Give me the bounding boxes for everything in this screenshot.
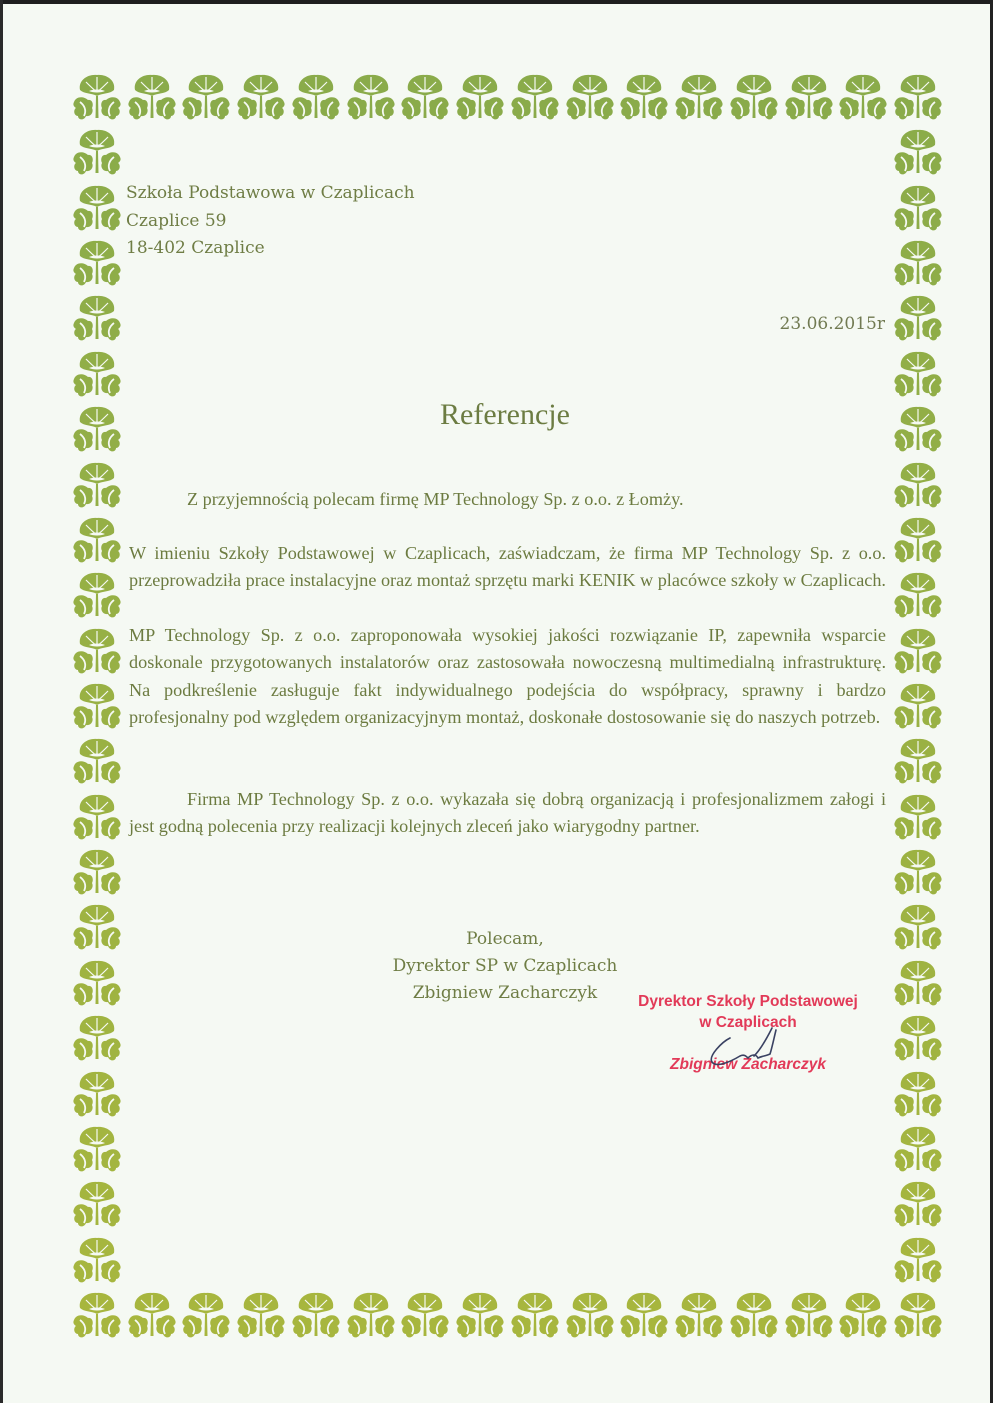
- stamp-location: w Czaplicach: [699, 1014, 797, 1031]
- closing-line: Polecam,: [466, 929, 544, 949]
- sender-address: [126, 180, 415, 263]
- stamp-title: Dyrektor Szkoły Podstawowej: [638, 993, 858, 1010]
- letter-date: 23.06.2015r: [779, 314, 885, 334]
- paragraph-recommendation: Firma MP Technology Sp. z o.o. wykazała się dobrą organizacją i profesjonalizmem załogi i jest godną polecenia przy realizacji kolejnych zleceń jako wiarygodny partner.: [129, 789, 886, 837]
- sender-street: Czaplice 59: [126, 210, 227, 231]
- handwritten-signature-icon: [700, 1026, 790, 1071]
- letter-title: Referencje: [440, 398, 570, 431]
- paragraph-confirmation: W imieniu Szkoły Podstawowej w Czaplicach, zaświadczam, że firma MP Technology Sp. z o.o. przeprowadziła prace instalacyjne oraz montaż sprzętu marki KENIK w placówce szkoły w Czaplicach.: [129, 543, 886, 591]
- stamp-name: Zbigniew Zacharczyk: [670, 1056, 826, 1073]
- closing-signer-name: Zbigniew Zacharczyk: [412, 983, 598, 1003]
- paragraph-details: MP Technology Sp. z o.o. zaproponowała wysokiej jakości rozwiązanie IP, zapewniła wsparcie doskonale przygotowanych instalatorów oraz zastosowała nowoczesną multimedialną infrastrukturę. Na podkreślenie zasługuje fakt indywidualnego podejścia do współpracy, sprawny i bardzo profesjonalny pod względem organizacyjnym montaż, doskonałe dostosowanie się do naszych potrzeb.: [129, 625, 886, 727]
- sender-name: Szkoła Podstawowa w Czaplicach: [126, 183, 415, 203]
- sender-postal-city: 18-402 Czaplice: [126, 238, 265, 258]
- closing-role: Dyrektor SP w Czaplicach: [392, 956, 618, 976]
- paragraph-intro: Z przyjemnością polecam firmę MP Technology Sp. z o.o. z Łomży.: [187, 489, 684, 509]
